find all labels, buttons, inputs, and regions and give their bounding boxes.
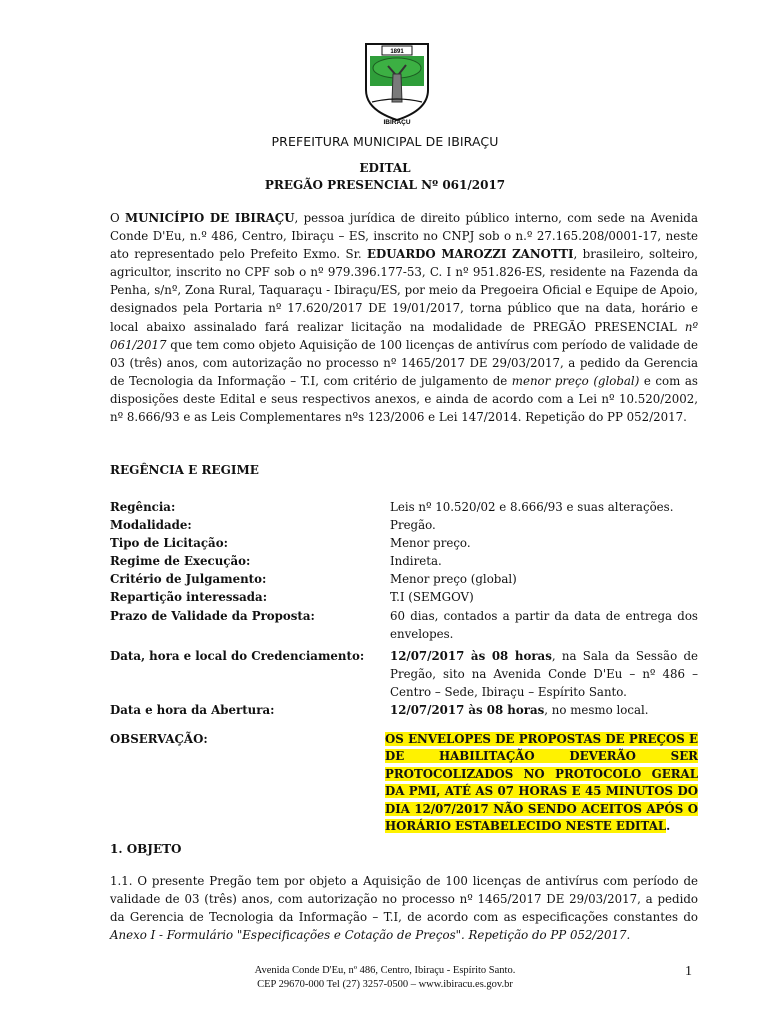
intro-italic-criterio: menor preço (global) [511,373,640,388]
doc-type: EDITAL [359,161,411,175]
regime-row [110,534,698,552]
observacao-end: . [666,819,671,834]
intro-text-1: O [110,211,126,225]
intro-text-3: , brasileiro, solteiro, agricultor, inscrito no CPF sob o nº 979.396.177-53, C. I nº 951.826-ES, residente na Fazenda da Penha, s/nº, Zona Rural, Taquaraçu - Ibiraçu/ES, por meio da Pregoeira Oficial e Equipe de Apoio, designados pela Portaria nº 17.620/2017 DE 19/01/2017, torna público que na data, horário e local abaixo assinalado fará realizar licitação na modalidade de PREGÃO PRESENCIAL [110,247,698,334]
regime-value: Indireta. [390,554,442,569]
observacao-marked-text: OS ENVELOPES DE PROPOSTAS DE PREÇOS E DE HABILITAÇÃO DEVERÃO SER PROTOCOLIZADOS NO PROTOCOLO GERAL DA PMI, ATÉ AS 07 HORAS E 45 MINUTOS DO DIA 12/07/2017 NÃO SENDO ACEITOS APÓS O HORÁRIO ESTABELECIDO NESTE EDITAL [385,732,698,834]
crest-name: IBIRAÇU [383,119,411,126]
abertura-location: , no mesmo local. [544,703,649,718]
regime-row [110,607,698,643]
intro-paragraph [110,209,698,426]
intro-text-2: , pessoa jurídica de direito público interno, com sede na Avenida Conde D'Eu, n.º 486, Centro, Ibiraçu – ES, inscrito no CNPJ sob o n.º 27.165.208/0001-17, neste ato representado pelo Prefeito Exmo. Sr. [110,211,699,262]
intro-text-5: e com as disposições deste Edital e seus respectivos anexos, e ainda de acordo com a Lei nº 10.520/2002, nº 8.666/93 e as Leis Complementares nºs 123/2006 e Lei 147/2014. Repetição do PP 052/2017. [110,373,698,425]
observacao-highlight-text [385,731,698,835]
regime-row-abertura [110,701,698,719]
objeto-heading: 1. OBJETO [110,842,182,856]
abertura-label: Data e hora da Abertura: [110,703,275,718]
credenciamento-location: , na Sala da Sessão de Pregão, sito na Avenida Conde D'Eu – nº 486 – Centro – Sede, Ibiraçu – Espírito Santo. [390,648,698,699]
regime-label: Tipo de Licitação: [110,536,228,551]
intro-bold-municipio: MUNICÍPIO DE IBIRAÇU [125,211,295,225]
regime-row [110,516,698,534]
regime-value: 60 dias, contados a partir da data de entrega dos envelopes. [390,608,698,641]
regime-row [110,570,698,588]
municipality-title: PREFEITURA MUNICIPAL DE IBIRAÇU [271,134,499,149]
regime-heading: REGÊNCIA E REGIME [110,463,259,477]
regime-value: Pregão. [390,518,436,533]
municipal-crest-logo [362,40,432,126]
credenciamento-label: Data, hora e local do Credenciamento: [110,648,365,663]
objeto-italic-anexo: Anexo I - Formulário "Especificações e Cotação de Preços". Repetição do PP 052/2017. [110,928,631,943]
regime-row-credenciamento [110,647,698,701]
crest-year: 1891 [390,49,404,55]
abertura-value [390,701,698,719]
footer-contact: CEP 29670-000 Tel (27) 3257-0500 – www.ibiracu.es.gov.br [257,979,513,990]
regime-label: Repartição interessada: [110,590,268,605]
regime-table [110,498,698,719]
doc-number: PREGÃO PRESENCIAL Nº 061/2017 [264,178,506,192]
objeto-paragraph [110,872,698,944]
regime-label: Modalidade: [110,518,192,533]
page-number: 1 [685,964,692,979]
intro-bold-prefeito: EDUARDO MAROZZI ZANOTTI [367,247,574,262]
regime-row [110,552,698,570]
regime-row [110,588,698,606]
regime-label: Prazo de Validade da Proposta: [110,608,315,623]
observacao-block [110,731,698,835]
regime-value: Leis nº 10.520/02 e 8.666/93 e suas alterações. [390,500,674,514]
objeto-text: 1.1. O presente Pregão tem por objeto a Aquisição de 100 licenças de antivírus com período de validade de 03 (três) anos, com autorização no processo nº 1465/2017 DE 29/03/2017, a pedido da Gerencia de Tecnologia da Informação – T.I, de acordo com as especificações constantes do [110,874,698,925]
regime-value: Menor preço (global) [390,572,517,587]
edital-title-block [0,160,770,194]
intro-italic-number: nº 061/2017 [110,319,698,352]
page-footer [0,964,770,992]
credenciamento-value [390,647,698,701]
regime-label: Critério de Julgamento: [110,572,267,587]
regime-row [110,498,698,516]
intro-text-4: que tem como objeto Aquisição de 100 licenças de antivírus com período de validade de 03 (três) anos, com autorização no processo nº 1465/2017 DE 29/03/2017, a pedido da Gerencia de Tecnologia da Informação – T.I, com critério de julgamento de [110,337,698,388]
regime-value: Menor preço. [390,536,471,551]
footer-address: Avenida Conde D'Eu, nº 486, Centro, Ibiraçu - Espírito Santo. [254,965,516,976]
regime-label: Regime de Execução: [110,554,251,569]
regime-value: T.I (SEMGOV) [390,590,474,605]
abertura-datetime: 12/07/2017 às 08 horas [390,703,545,718]
credenciamento-datetime: 12/07/2017 às 08 horas [390,648,552,663]
regime-label: Regência: [110,500,176,514]
observacao-label: OBSERVAÇÃO: [110,732,208,746]
